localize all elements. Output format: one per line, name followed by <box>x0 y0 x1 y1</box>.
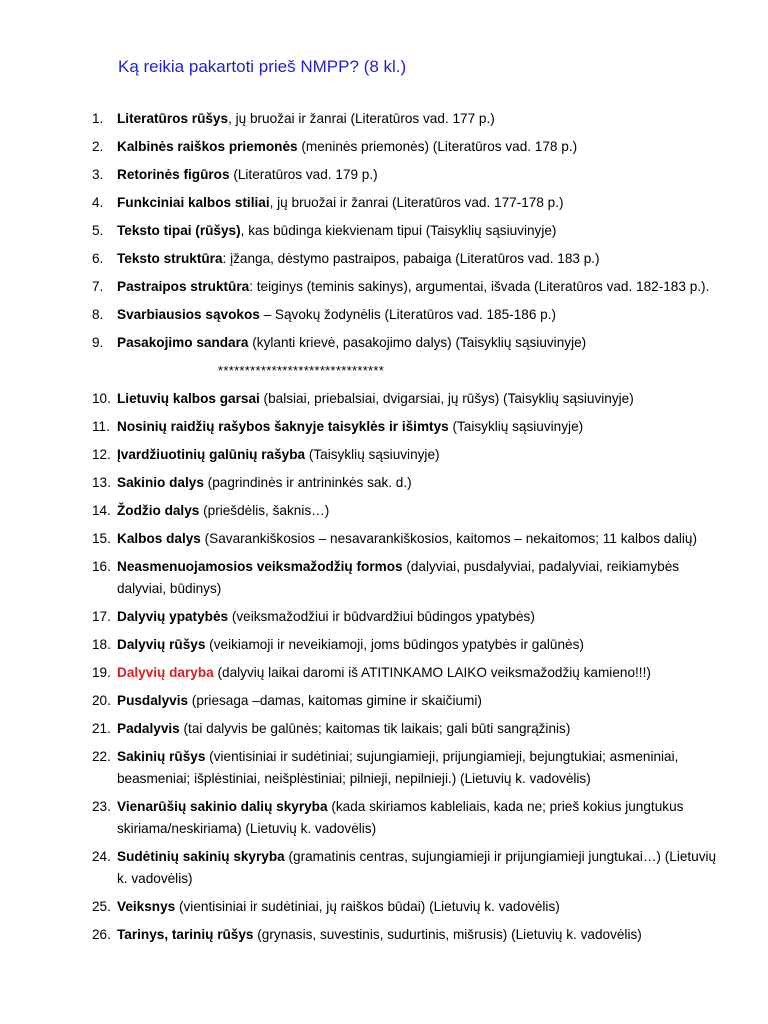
item-number: 7. <box>92 279 104 294</box>
list-item <box>0 472 768 494</box>
item-detail: (Savarankiškosios – nesavarankiškosios, kaitomos – nekaitomos; 11 kalbos dalių) <box>200 531 698 546</box>
item-detail: : įžanga, dėstymo pastraipos, pabaiga (Literatūros vad. 183 p.) <box>222 251 600 266</box>
item-detail: (Literatūros vad. 179 p.) <box>229 167 378 182</box>
list-item <box>0 662 768 684</box>
list-item <box>0 388 768 410</box>
item-number: 11. <box>92 419 110 434</box>
item-detail: (kada skiriamos kableliais, kada ne; prieš kokius jungtukus skiriama/neskiriama) (Lietuvių k. vadovėlis) <box>117 799 684 836</box>
item-detail: (tai dalyvis be galūnės; kaitomas tik laikais; gali būti sangrąžinis) <box>179 721 571 736</box>
item-text <box>117 248 728 270</box>
item-topic: Teksto struktūra <box>117 251 223 266</box>
item-number: 5. <box>92 223 104 238</box>
item-topic: Funkciniai kalbos stiliai <box>117 195 270 210</box>
section-separator: ******************************* <box>218 363 385 378</box>
item-topic: Nosinių raidžių rašybos šaknyje taisyklės ir išimtys <box>117 419 449 434</box>
list-item <box>0 746 768 790</box>
item-detail: (veikiamoji ir neveikiamoji, joms būdingos ypatybės ir galūnės) <box>205 637 584 652</box>
item-topic: Dalyvių ypatybės <box>117 609 229 624</box>
item-detail: – Sąvokų žodynėlis (Literatūros vad. 185-186 p.) <box>259 307 557 322</box>
item-text <box>117 556 728 600</box>
list-item <box>0 500 768 522</box>
list-item <box>0 924 768 946</box>
item-text <box>117 108 728 130</box>
item-number: 20. <box>92 693 111 708</box>
item-topic: Dalyvių rūšys <box>117 637 206 652</box>
item-number: 2. <box>92 139 104 154</box>
item-text <box>117 746 728 790</box>
item-detail: (dalyviai, pusdalyviai, padalyviai, reikiamybės dalyviai, būdinys) <box>117 559 680 596</box>
item-number: 24. <box>92 849 111 864</box>
item-detail: (dalyvių laikai daromi iš ATITINKAMO LAIKO veiksmažodžių kamieno!!!) <box>213 665 651 680</box>
list-item <box>0 690 768 712</box>
item-text <box>117 276 728 298</box>
item-detail: (priesaga –damas, kaitomas gimine ir skaičiumi) <box>188 693 482 708</box>
item-topic: Įvardžiuotinių galūnių rašyba <box>117 447 306 462</box>
item-text <box>117 220 728 242</box>
item-number: 23. <box>92 799 111 814</box>
item-text <box>117 444 728 466</box>
item-text <box>117 472 728 494</box>
item-topic: Sakinio dalys <box>117 475 204 490</box>
item-detail: : teiginys (teminis sakinys), argumentai, išvada (Literatūros vad. 182-183 p.). <box>249 279 710 294</box>
list-item <box>0 220 768 242</box>
item-detail: , kas būdinga kiekvienam tipui (Taisyklių sąsiuvinyje) <box>240 223 557 238</box>
list-item <box>0 718 768 740</box>
item-number: 6. <box>92 251 104 266</box>
list-item <box>0 896 768 918</box>
item-detail: , jų bruožai ir žanrai (Literatūros vad. 177 p.) <box>228 111 495 126</box>
list-item <box>0 634 768 656</box>
item-number: 13. <box>92 475 111 490</box>
list-item <box>0 108 768 130</box>
item-text <box>117 718 728 740</box>
item-detail: (grynasis, suvestinis, sudurtinis, mišrusis) (Lietuvių k. vadovėlis) <box>253 927 642 942</box>
item-detail: (Taisyklių sąsiuvinyje) <box>448 419 584 434</box>
item-topic: Padalyvis <box>117 721 180 736</box>
topic-list <box>0 108 768 952</box>
item-text <box>117 846 728 890</box>
item-text <box>117 500 728 522</box>
item-topic: Pasakojimo sandara <box>117 335 249 350</box>
list-item <box>0 304 768 326</box>
item-number: 14. <box>92 503 111 518</box>
item-detail: (gramatinis centras, sujungiamieji ir prijungiamieji jungtukai…) (Lietuvių k. vadovėlis) <box>117 849 717 886</box>
item-topic: Vienarūšių sakinio dalių skyryba <box>117 799 328 814</box>
item-number: 1. <box>92 111 104 126</box>
item-text <box>117 690 728 712</box>
item-topic: Žodžio dalys <box>117 503 200 518</box>
item-text <box>117 304 728 326</box>
item-topic: Literatūros rūšys <box>117 111 229 126</box>
list-item <box>0 332 768 354</box>
item-number: 19. <box>92 665 111 680</box>
item-number: 26. <box>92 927 111 942</box>
item-number: 9. <box>92 335 104 350</box>
item-number: 15. <box>92 531 111 546</box>
item-number: 3. <box>92 167 104 182</box>
item-topic: Sudėtinių sakinių skyryba <box>117 849 285 864</box>
item-detail: (kylanti krievė, pasakojimo dalys) (Taisyklių sąsiuvinyje) <box>248 335 587 350</box>
item-detail: (vientisiniai ir sudėtiniai, jų raiškos būdai) (Lietuvių k. vadovėlis) <box>175 899 560 914</box>
list-item <box>0 136 768 158</box>
item-text <box>117 332 728 354</box>
item-topic: Pusdalyvis <box>117 693 189 708</box>
item-topic: Sakinių rūšys <box>117 749 206 764</box>
item-text <box>117 634 728 656</box>
item-detail: (meninės priemonės) (Literatūros vad. 178 p.) <box>297 139 578 154</box>
item-number: 22. <box>92 749 111 764</box>
list-item <box>0 276 768 298</box>
page-title: Ką reikia pakartoti prieš NMPP? (8 kl.) <box>118 57 407 76</box>
item-topic: Lietuvių kalbos garsai <box>117 391 260 406</box>
item-text <box>117 796 728 840</box>
item-topic: Svarbiausios sąvokos <box>117 307 260 322</box>
item-number: 25. <box>92 899 111 914</box>
item-detail: (veiksmažodžiui ir būdvardžiui būdingos ypatybės) <box>228 609 535 624</box>
item-text <box>117 924 728 946</box>
item-text <box>117 388 728 410</box>
item-detail: (balsiai, priebalsiai, dvigarsiai, jų rūšys) (Taisyklių sąsiuvinyje) <box>259 391 634 406</box>
item-number: 8. <box>92 307 104 322</box>
list-item <box>0 606 768 628</box>
item-topic: Teksto tipai (rūšys) <box>117 223 241 238</box>
item-topic: Neasmenuojamosios veiksmažodžių formos <box>117 559 403 574</box>
item-text <box>117 164 728 186</box>
item-detail: , jų bruožai ir žanrai (Literatūros vad. 177-178 p.) <box>269 195 564 210</box>
item-detail: (priešdėlis, šaknis…) <box>199 503 330 518</box>
item-number: 21. <box>92 721 111 736</box>
item-number: 17. <box>92 609 111 624</box>
item-text <box>117 416 728 438</box>
list-item <box>0 164 768 186</box>
item-number: 10. <box>92 391 111 406</box>
item-topic: Kalbos dalys <box>117 531 201 546</box>
item-topic: Kalbinės raiškos priemonės <box>117 139 298 154</box>
item-topic: Pastraipos struktūra <box>117 279 250 294</box>
list-item <box>0 556 768 600</box>
item-text <box>117 896 728 918</box>
item-number: 4. <box>92 195 104 210</box>
item-text <box>117 528 728 550</box>
item-text <box>117 192 728 214</box>
list-item <box>0 528 768 550</box>
list-item <box>0 192 768 214</box>
list-item <box>0 248 768 270</box>
item-detail: (Taisyklių sąsiuvinyje) <box>305 447 440 462</box>
item-number: 12. <box>92 447 111 462</box>
list-item <box>0 796 768 840</box>
list-item <box>0 416 768 438</box>
list-item <box>0 444 768 466</box>
item-topic: Dalyvių daryba <box>117 665 214 680</box>
item-detail: (pagrindinės ir antrininkės sak. d.) <box>203 475 412 490</box>
item-number: 16. <box>92 559 111 574</box>
item-topic: Retorinės figūros <box>117 167 230 182</box>
item-text <box>117 662 728 684</box>
item-topic: Veiksnys <box>117 899 176 914</box>
item-number: 18. <box>92 637 111 652</box>
item-topic: Tarinys, tarinių rūšys <box>117 927 254 942</box>
item-text <box>117 606 728 628</box>
item-detail: (vientisiniai ir sudėtiniai; sujungiamieji, prijungiamieji, bejungtukiai; asmeniniai, beasmeniai; išplėstiniai, neišplėstiniai; pilnieji, nepilnieji.) (Lietuvių k. vadovėlis) <box>117 749 679 786</box>
item-text <box>117 136 728 158</box>
list-item <box>0 846 768 890</box>
